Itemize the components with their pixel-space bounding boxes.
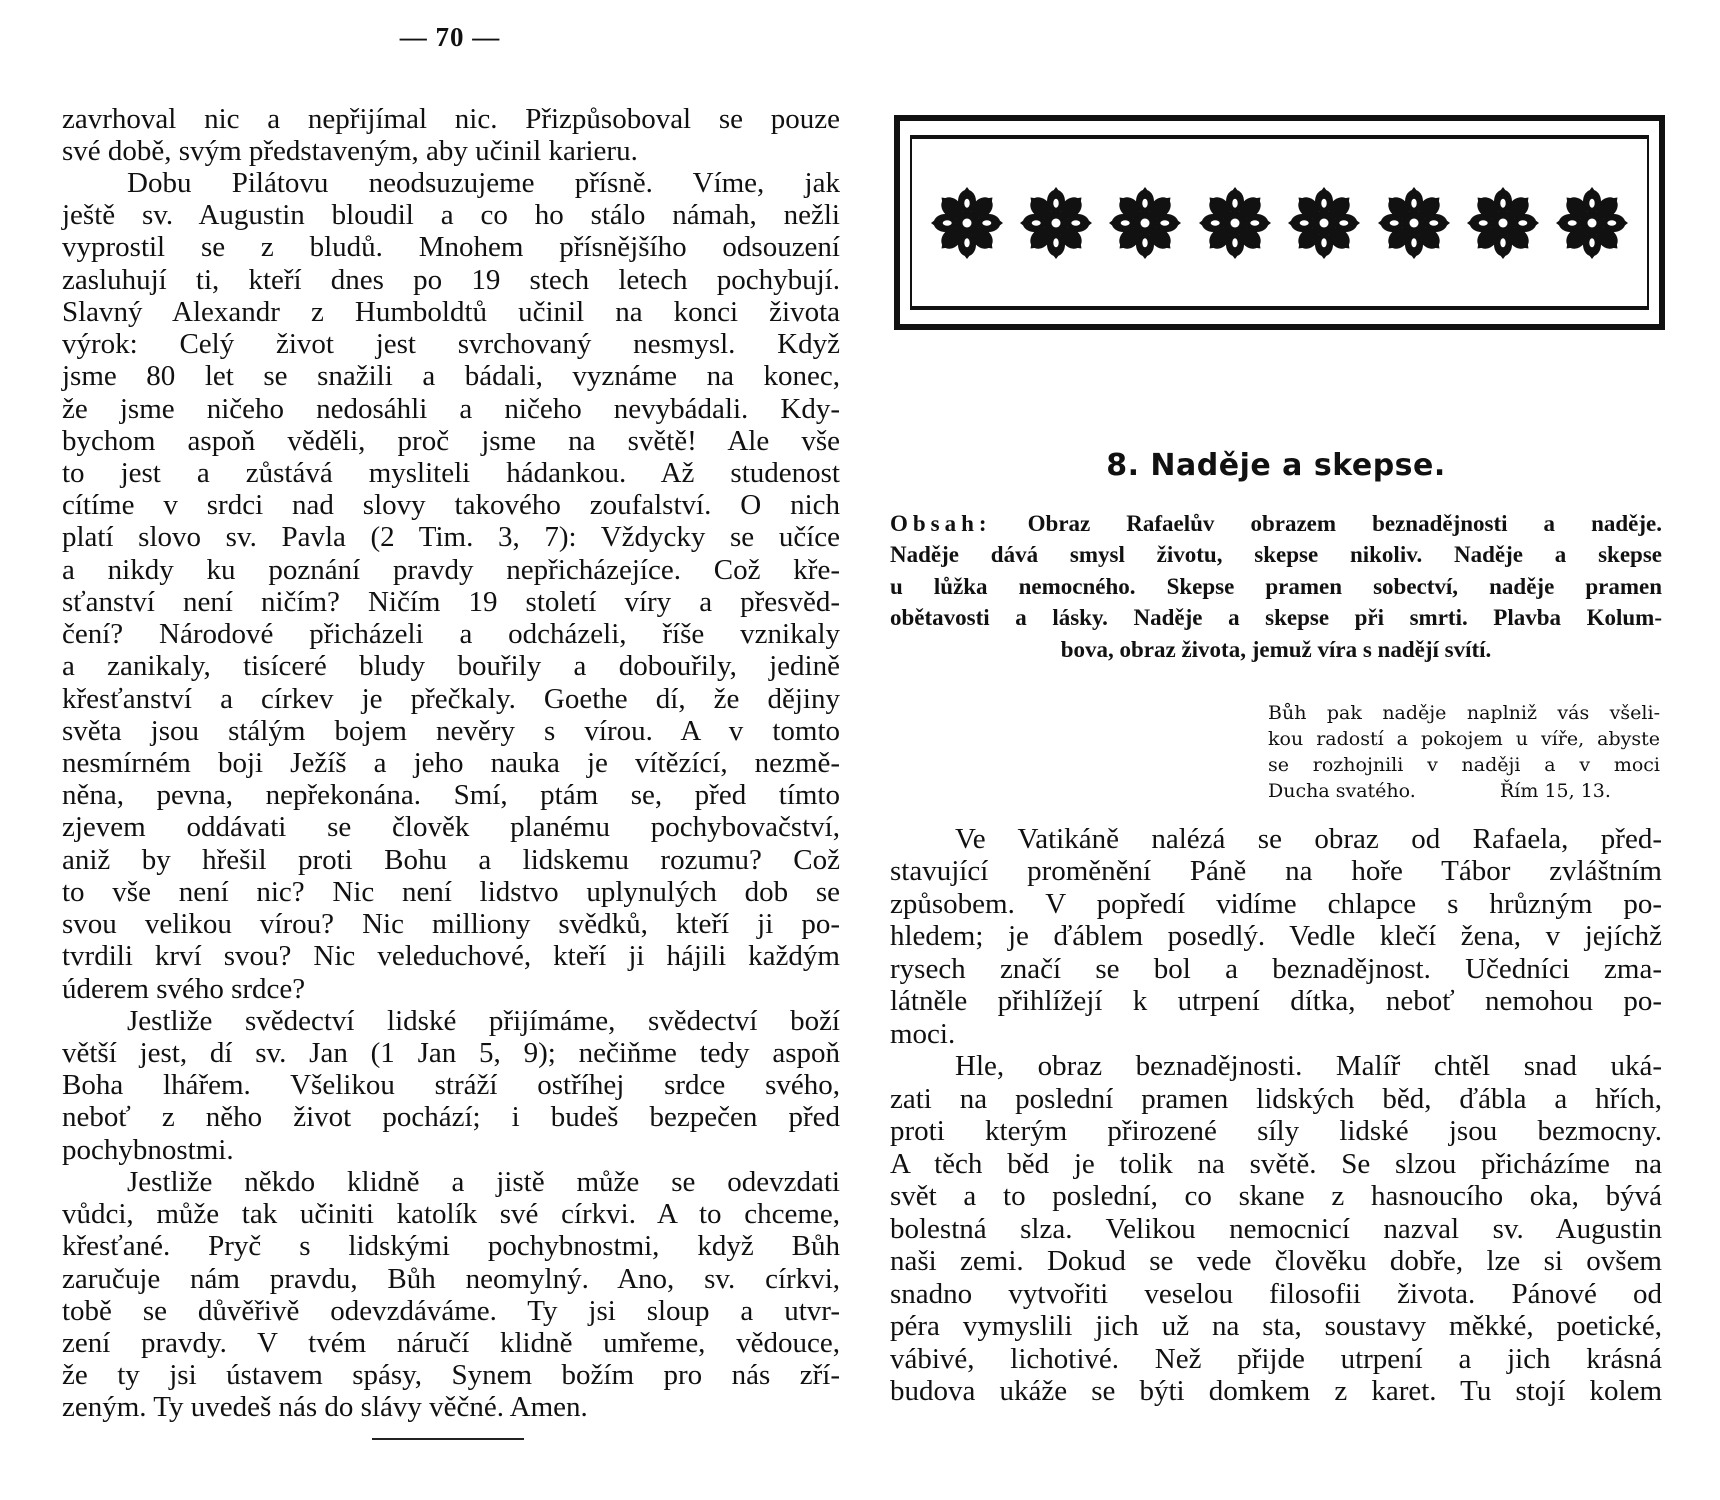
text-line: čení? Národové přicházeli a odcházeli, říše vznikaly bbox=[62, 618, 840, 650]
text-line: péra vymyslili jich už na sta, soustavy měkké, poetické, bbox=[890, 1310, 1662, 1342]
rosette-ornament-icon bbox=[931, 187, 1003, 259]
rosette-ornament-icon bbox=[1020, 187, 1092, 259]
epigraph-text: Ducha svatého. bbox=[1268, 780, 1416, 802]
paragraph-start-line: Dobu Pilátovu neodsuzujeme přísně. Víme, jak bbox=[127, 167, 840, 199]
text-line: hledem; je ďáblem posedlý. Vedle klečí žena, v jejíchž bbox=[890, 920, 1662, 952]
text-line: moci. bbox=[890, 1018, 956, 1050]
text-line: zeným. Ty uvedeš nás do slávy věčné. Amen. bbox=[62, 1391, 588, 1423]
text-line: aniž by hřešil proti Bohu a lidskemu rozumu? Což bbox=[62, 844, 840, 876]
text-line: cítíme v srdci nad slovy takového zoufalství. O nich bbox=[62, 489, 840, 521]
rosette-ornament-icon bbox=[1467, 187, 1539, 259]
text-line: a zanikaly, tisíceré bludy bouřily a dobouřily, jedině bbox=[62, 650, 840, 682]
text-line: křesťané. Pryč s lidskými pochybnostmi, když Bůh bbox=[62, 1230, 840, 1262]
epigraph-line: se rozhojnili v naději a v moci bbox=[1268, 754, 1660, 776]
rosette-ornament-icon bbox=[1556, 187, 1628, 259]
paragraph-start-line: Jestliže někdo klidně a jistě může se odevzdati bbox=[127, 1166, 840, 1198]
text-line: Boha lhářem. Všelikou stráží ostříhej srdce svého, bbox=[62, 1069, 840, 1101]
text-line: to jest a zůstává mysliteli hádankou. Až studenost bbox=[62, 457, 840, 489]
epigraph-line: kou radostí a pokojem u víře, abyste bbox=[1268, 728, 1660, 750]
text-line: křesťanství a církev je přečkaly. Goethe dí, že dějiny bbox=[62, 683, 840, 715]
text-line: své době, svým představeným, aby učinil karieru. bbox=[62, 135, 638, 167]
text-line: zjevem oddávati se člověk planému pochybovačství, bbox=[62, 811, 840, 843]
text-line: sťanství není ničím? Ničím 19 století víry a přesvěd- bbox=[62, 586, 840, 618]
text-line: způsobem. V popředí vidíme chlapce s hrůzným po- bbox=[890, 888, 1662, 920]
text-line: A těch běd je tolik na světě. Se slzou přicházíme na bbox=[890, 1148, 1662, 1180]
summary-line: u lůžka nemocného. Skepse pramen sobectví, naděje pramen bbox=[890, 574, 1662, 599]
text-line: budova ukáže se býti domkem z karet. Tu stojí kolem bbox=[890, 1375, 1662, 1407]
text-line: větší jest, dí sv. Jan (1 Jan 5, 9); nečiňme tedy aspoň bbox=[62, 1037, 840, 1069]
text-line: snadno vytvořiti veselou filosofii života. Pánové od bbox=[890, 1278, 1662, 1310]
text-line: látněle přihlížejí k utrpení dítka, neboť nemohou po- bbox=[890, 985, 1662, 1017]
text-line: zasluhují ti, kteří dnes po 19 stech letech pochybují. bbox=[62, 264, 840, 296]
page-number: — 70 — bbox=[399, 22, 501, 52]
text-line: výrok: Celý život jest svrchovaný nesmysl. Když bbox=[62, 328, 840, 360]
epigraph-line bbox=[1268, 778, 1660, 804]
summary-line bbox=[890, 508, 1662, 539]
text-line: zati na poslední pramen lidských běd, ďábla a hřích, bbox=[890, 1083, 1662, 1115]
text-line: tobě se důvěřivě odevzdáváme. Ty jsi sloup a utvr- bbox=[62, 1295, 840, 1327]
rosette-ornament-icon bbox=[1378, 187, 1450, 259]
paragraph-start-line: Ve Vatikáně nalézá se obraz od Rafaela, před- bbox=[955, 823, 1662, 855]
text-line: ještě sv. Augustin bloudil a co ho stálo námah, nežli bbox=[62, 199, 840, 231]
text-line: vyprostil se z bludů. Mnohem přísnějšího odsouzení bbox=[62, 231, 840, 263]
text-line: svou velikou vírou? Nic milliony svědků, kteří ji po- bbox=[62, 908, 840, 940]
summary-line: Naděje dává smysl životu, skepse nikoliv. Naděje a skepse bbox=[890, 542, 1662, 567]
epigraph-line: Bůh pak naděje naplniž vás všeli- bbox=[1268, 702, 1660, 724]
text-line: proti kterým přirozené síly lidské jsou bezmocny. bbox=[890, 1115, 1662, 1147]
text-line: úderem svého srdce? bbox=[62, 973, 306, 1005]
text-line: něna, pevna, nepřekonána. Smí, ptám se, před tímto bbox=[62, 779, 840, 811]
paragraph-start-line: Jestliže svědectví lidské přijímáme, svědectví boží bbox=[127, 1005, 840, 1037]
text-line: že ty jsi ústavem spásy, Synem božím pro nás zří- bbox=[62, 1359, 840, 1391]
rosette-ornament-icon bbox=[1199, 187, 1271, 259]
text-line: bychom aspoň věděli, proč jsme na světě! Ale vše bbox=[62, 425, 840, 457]
text-line: naši zemi. Dokud se vede člověku dobře, lze si ovšem bbox=[890, 1245, 1662, 1277]
ornament-band bbox=[910, 135, 1649, 310]
rosette-ornament-icon bbox=[1288, 187, 1360, 259]
text-line: a nikdy ku poznání pravdy nepřicházejíce. Což kře- bbox=[62, 554, 840, 586]
text-line: platí slovo sv. Pavla (2 Tim. 3, 7): Vždycky se učíce bbox=[62, 521, 840, 553]
text-line: zení pravdy. V tvém náručí klidně umřeme, vědouce, bbox=[62, 1327, 840, 1359]
summary-text: Obraz Rafaelův obrazem beznadějnosti a naděje. bbox=[1027, 511, 1663, 536]
text-line: rysech značí se bol a beznadějnost. Učedníci zma- bbox=[890, 953, 1662, 985]
text-line: svět a to poslední, co skane z hasnoucího oka, bývá bbox=[890, 1180, 1662, 1212]
text-line: tvrdili krví svou? Nic veleduchové, kteří ji hájili každým bbox=[62, 940, 840, 972]
text-line: stavující proměnění Páně na hoře Tábor zvláštním bbox=[890, 855, 1662, 887]
section-end-rule bbox=[372, 1438, 524, 1440]
epigraph-citation: Řím 15, 13. bbox=[1500, 780, 1611, 802]
text-line: jsme 80 let se snažili a bádali, vyznáme na konec, bbox=[62, 360, 840, 392]
rosette-ornament-icon bbox=[1109, 187, 1181, 259]
paragraph-start-line: Hle, obraz beznadějnosti. Malíř chtěl snad uká- bbox=[955, 1050, 1662, 1082]
text-line: světa jsou stálým bojem nevěry s vírou. A v tomto bbox=[62, 715, 840, 747]
text-line: zaručuje nám pravdu, Bůh neomylný. Ano, sv. církvi, bbox=[62, 1263, 840, 1295]
text-line: vábivé, lichotivé. Než přijde utrpení a jich krásná bbox=[890, 1343, 1662, 1375]
text-line: to vše není nic? Nic není lidstvo uplynulých dob se bbox=[62, 876, 840, 908]
chapter-heading: 8. Naděje a skepse. bbox=[1106, 448, 1446, 483]
summary-line: bova, obraz života, jemuž víra s nadějí svítí. bbox=[1060, 637, 1492, 662]
text-line: zavrhoval nic a nepřijímal nic. Přizpůsoboval se pouze bbox=[62, 103, 840, 135]
text-line: nesmírném boji Ježíš a jeho nauka je vítězící, nezmě- bbox=[62, 747, 840, 779]
text-line: bolestná slza. Velikou nemocnicí nazval sv. Augustin bbox=[890, 1213, 1662, 1245]
summary-label: Obsah: bbox=[890, 511, 992, 536]
text-line: pochybnostmi. bbox=[62, 1134, 234, 1166]
text-line: že jsme ničeho nedosáhli a ničeho nevybádali. Kdy- bbox=[62, 393, 840, 425]
decorative-ornament-frame bbox=[894, 115, 1665, 330]
text-line: Slavný Alexandr z Humboldtů učinil na konci života bbox=[62, 296, 840, 328]
text-line: neboť z něho život pochází; i budeš bezpečen před bbox=[62, 1101, 840, 1133]
summary-line: obětavosti a lásky. Naděje a skepse při smrti. Plavba Kolum- bbox=[890, 605, 1662, 630]
text-line: vůdci, může tak učiniti katolík své církvi. A to chceme, bbox=[62, 1198, 840, 1230]
